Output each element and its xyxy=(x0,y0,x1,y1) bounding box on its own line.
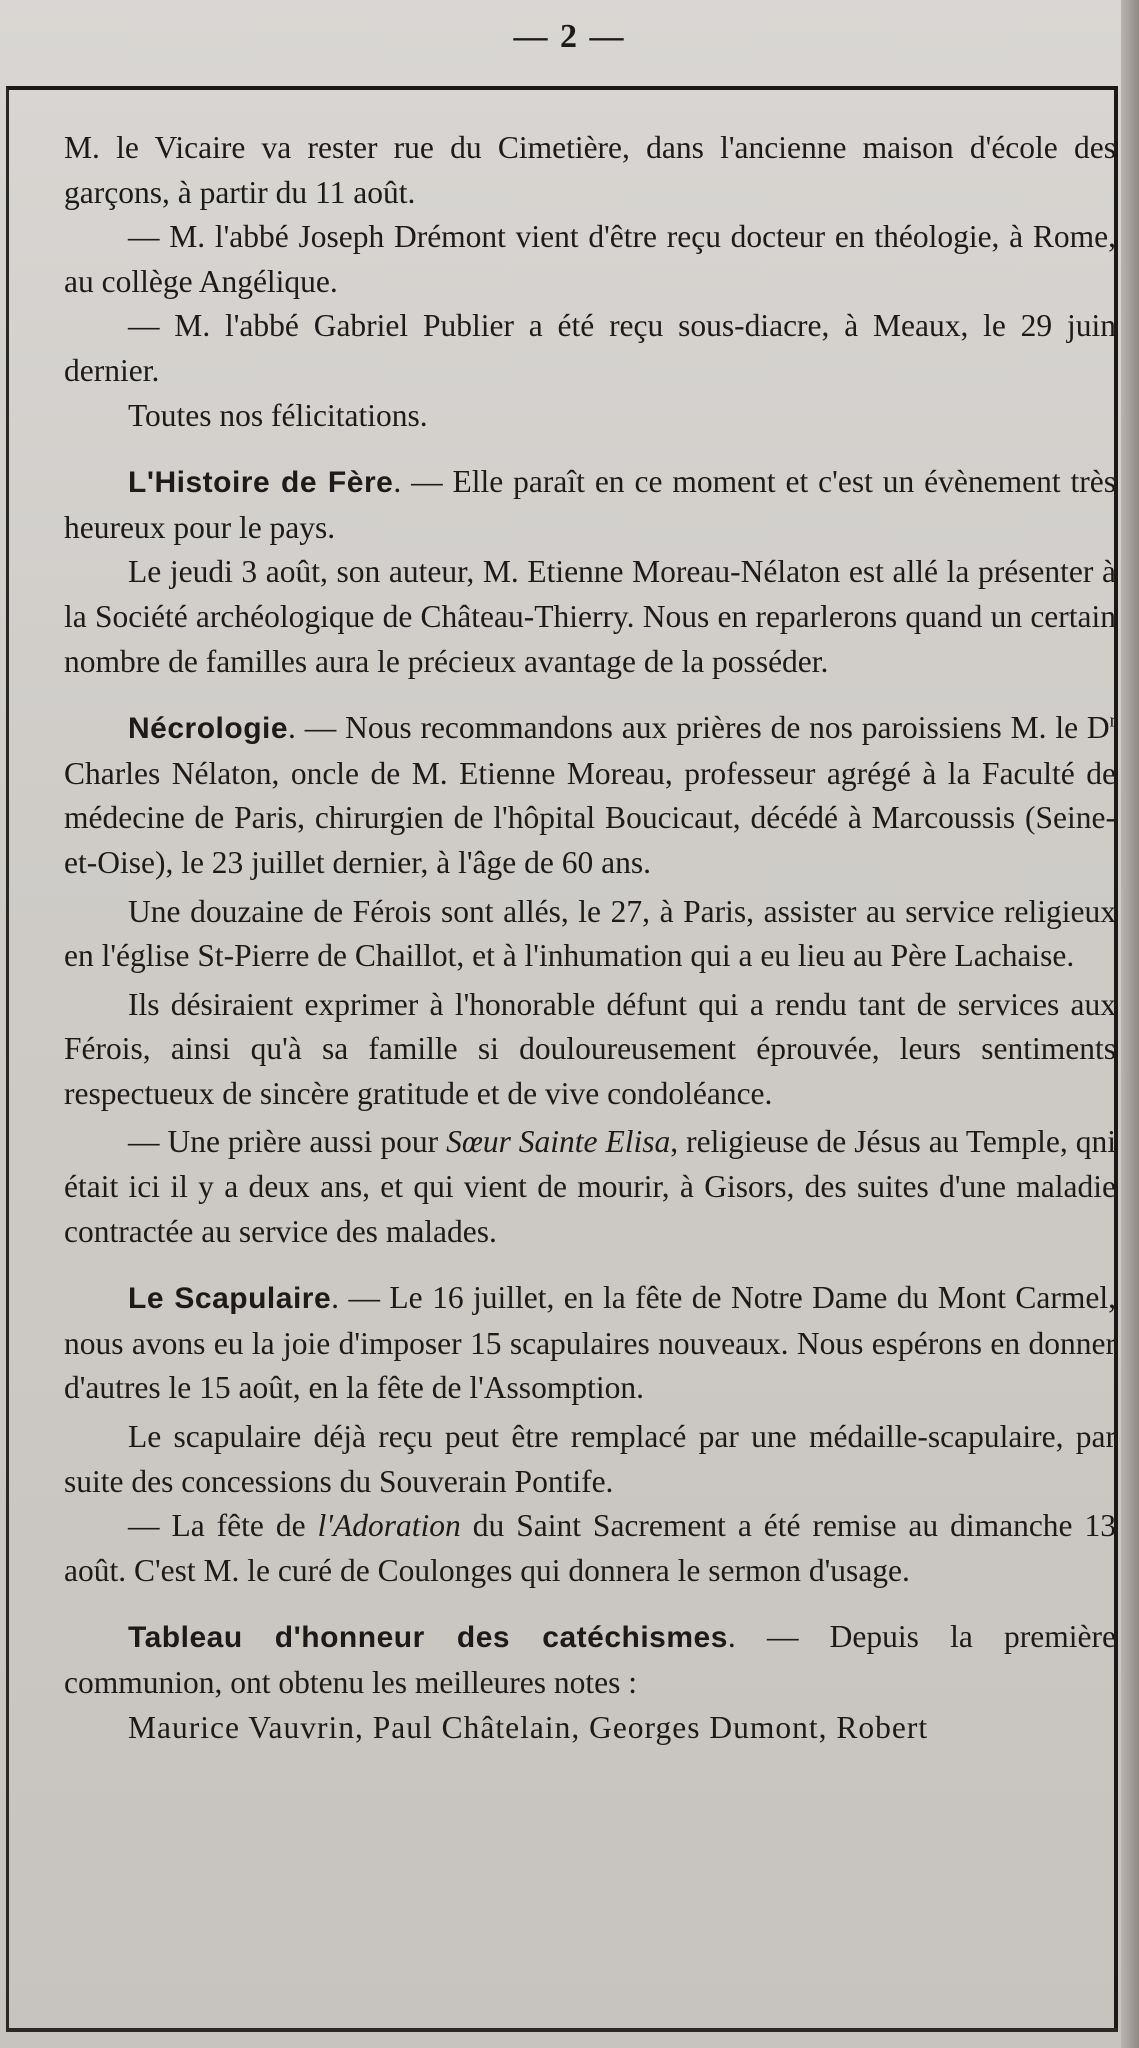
necrologie-text-4a: — Une prière aussi pour xyxy=(128,1124,447,1160)
histoire-text-2: Le jeudi 3 août, son auteur, M. Etienne Moreau-Nélaton est allé la présenter à la Société archéologique de Château-Thierry. Nous en reparlerons quand un certain nombre de familles aura le précieux avantage de la posséder. xyxy=(64,554,1116,679)
scapulaire-text-3a: — La fête de xyxy=(128,1508,318,1544)
section-heading-scapulaire: Le Scapulaire xyxy=(128,1282,332,1316)
section-heading-tableau: Tableau d'honneur des catéchismes xyxy=(128,1621,728,1655)
paragraph-vicaire: M. le Vicaire va rester rue du Cimetière, dans l'ancienne maison d'école des garçons, à partir du 11 août. xyxy=(64,130,1116,210)
article-body xyxy=(64,126,1116,1750)
page-edge-shadow xyxy=(1121,0,1139,2048)
scapulaire-adoration: l'Adoration xyxy=(317,1508,461,1544)
necrologie-text-4b: , religieuse de Jésus au Temple, qni était ici il y a deux ans, et qui vient de mourir, à Gisors, des suites d'une maladie contractée au service des malades. xyxy=(64,1124,1117,1249)
necrologie-text-3: Ils désiraient exprimer à l'honorable défunt qui a rendu tant de services aux Férois, ainsi qu'à sa famille si douloureusement éprouvée, leurs sentiments respectueux de sincère gratitude et de vive condoléance. xyxy=(64,986,1116,1111)
section-heading-necrologie: Nécrologie xyxy=(128,712,289,746)
necrologie-text-2: Une douzaine de Férois sont allés, le 27, à Paris, assister au service religieux en l'église St-Pierre de Chaillot, et à l'inhumation qui a eu lieu au Père Lachaise. xyxy=(64,893,1116,974)
tableau-names: Maurice Vauvrin, Paul Châtelain, Georges Dumont, Robert xyxy=(128,1709,929,1745)
necrologie-superscript: r xyxy=(1109,710,1116,732)
scapulaire-text-2: Le scapulaire déjà reçu peut être remplacé par une médaille-scapulaire, par suite des concessions du Souverain Pontife. xyxy=(64,1419,1116,1499)
tableau-text-1: . — Depuis la première communion, ont obtenu les meilleures notes : xyxy=(64,1619,1116,1700)
paragraph-publier: — M. l'abbé Gabriel Publier a été reçu sous-diacre, à Meaux, le 29 juin dernier. xyxy=(64,308,1116,388)
necrologie-text-4 xyxy=(64,1120,1116,1254)
histoire-text-1: . — Elle paraît en ce moment et c'est un évènement très heureux pour le pays. xyxy=(64,464,1117,545)
section-necrologie xyxy=(64,706,1116,885)
scapulaire-text-1: . — Le 16 juillet, en la fête de Notre Dame du Mont Carmel, nous avons eu la joie d'imposer 15 scapulaires nouveaux. Nous espérons en donner d'autres le 15 août, en la fête de l'Assomption. xyxy=(64,1280,1116,1406)
necrologie-text-1a: . — Nous recommandons aux prières de nos paroissiens M. le D xyxy=(288,710,1110,746)
necrologie-text-1b: Charles Nélaton, oncle de M. Etienne Moreau, professeur agrégé à la Faculté de médecine de Paris, chirurgien de l'hôpital Boucicaut, décédé à Marcoussis (Seine-et-Oise), le 23 juillet dernier, à l'âge de 60 ans. xyxy=(64,755,1116,880)
section-heading-histoire: L'Histoire de Fère xyxy=(128,466,394,500)
paragraph-felicitations: Toutes nos félicitations. xyxy=(128,397,428,433)
section-scapulaire xyxy=(64,1276,1116,1411)
scapulaire-text-3 xyxy=(64,1504,1116,1593)
necrologie-sister-name: Sœur Sainte Elisa xyxy=(446,1124,671,1160)
page-number: — 2 — xyxy=(513,18,626,55)
section-histoire xyxy=(64,460,1116,550)
section-tableau xyxy=(64,1615,1116,1705)
scapulaire-text-3b: du Saint Sacrement a été remise au dimanche 13 août. C'est M. le curé de Coulonges qui donnera le sermon d'usage. xyxy=(64,1508,1116,1588)
frame-bottom-rule xyxy=(6,2028,1118,2032)
paragraph-dremont: — M. l'abbé Joseph Drémont vient d'être reçu docteur en théologie, à Rome, au collège Angélique. xyxy=(64,219,1116,299)
